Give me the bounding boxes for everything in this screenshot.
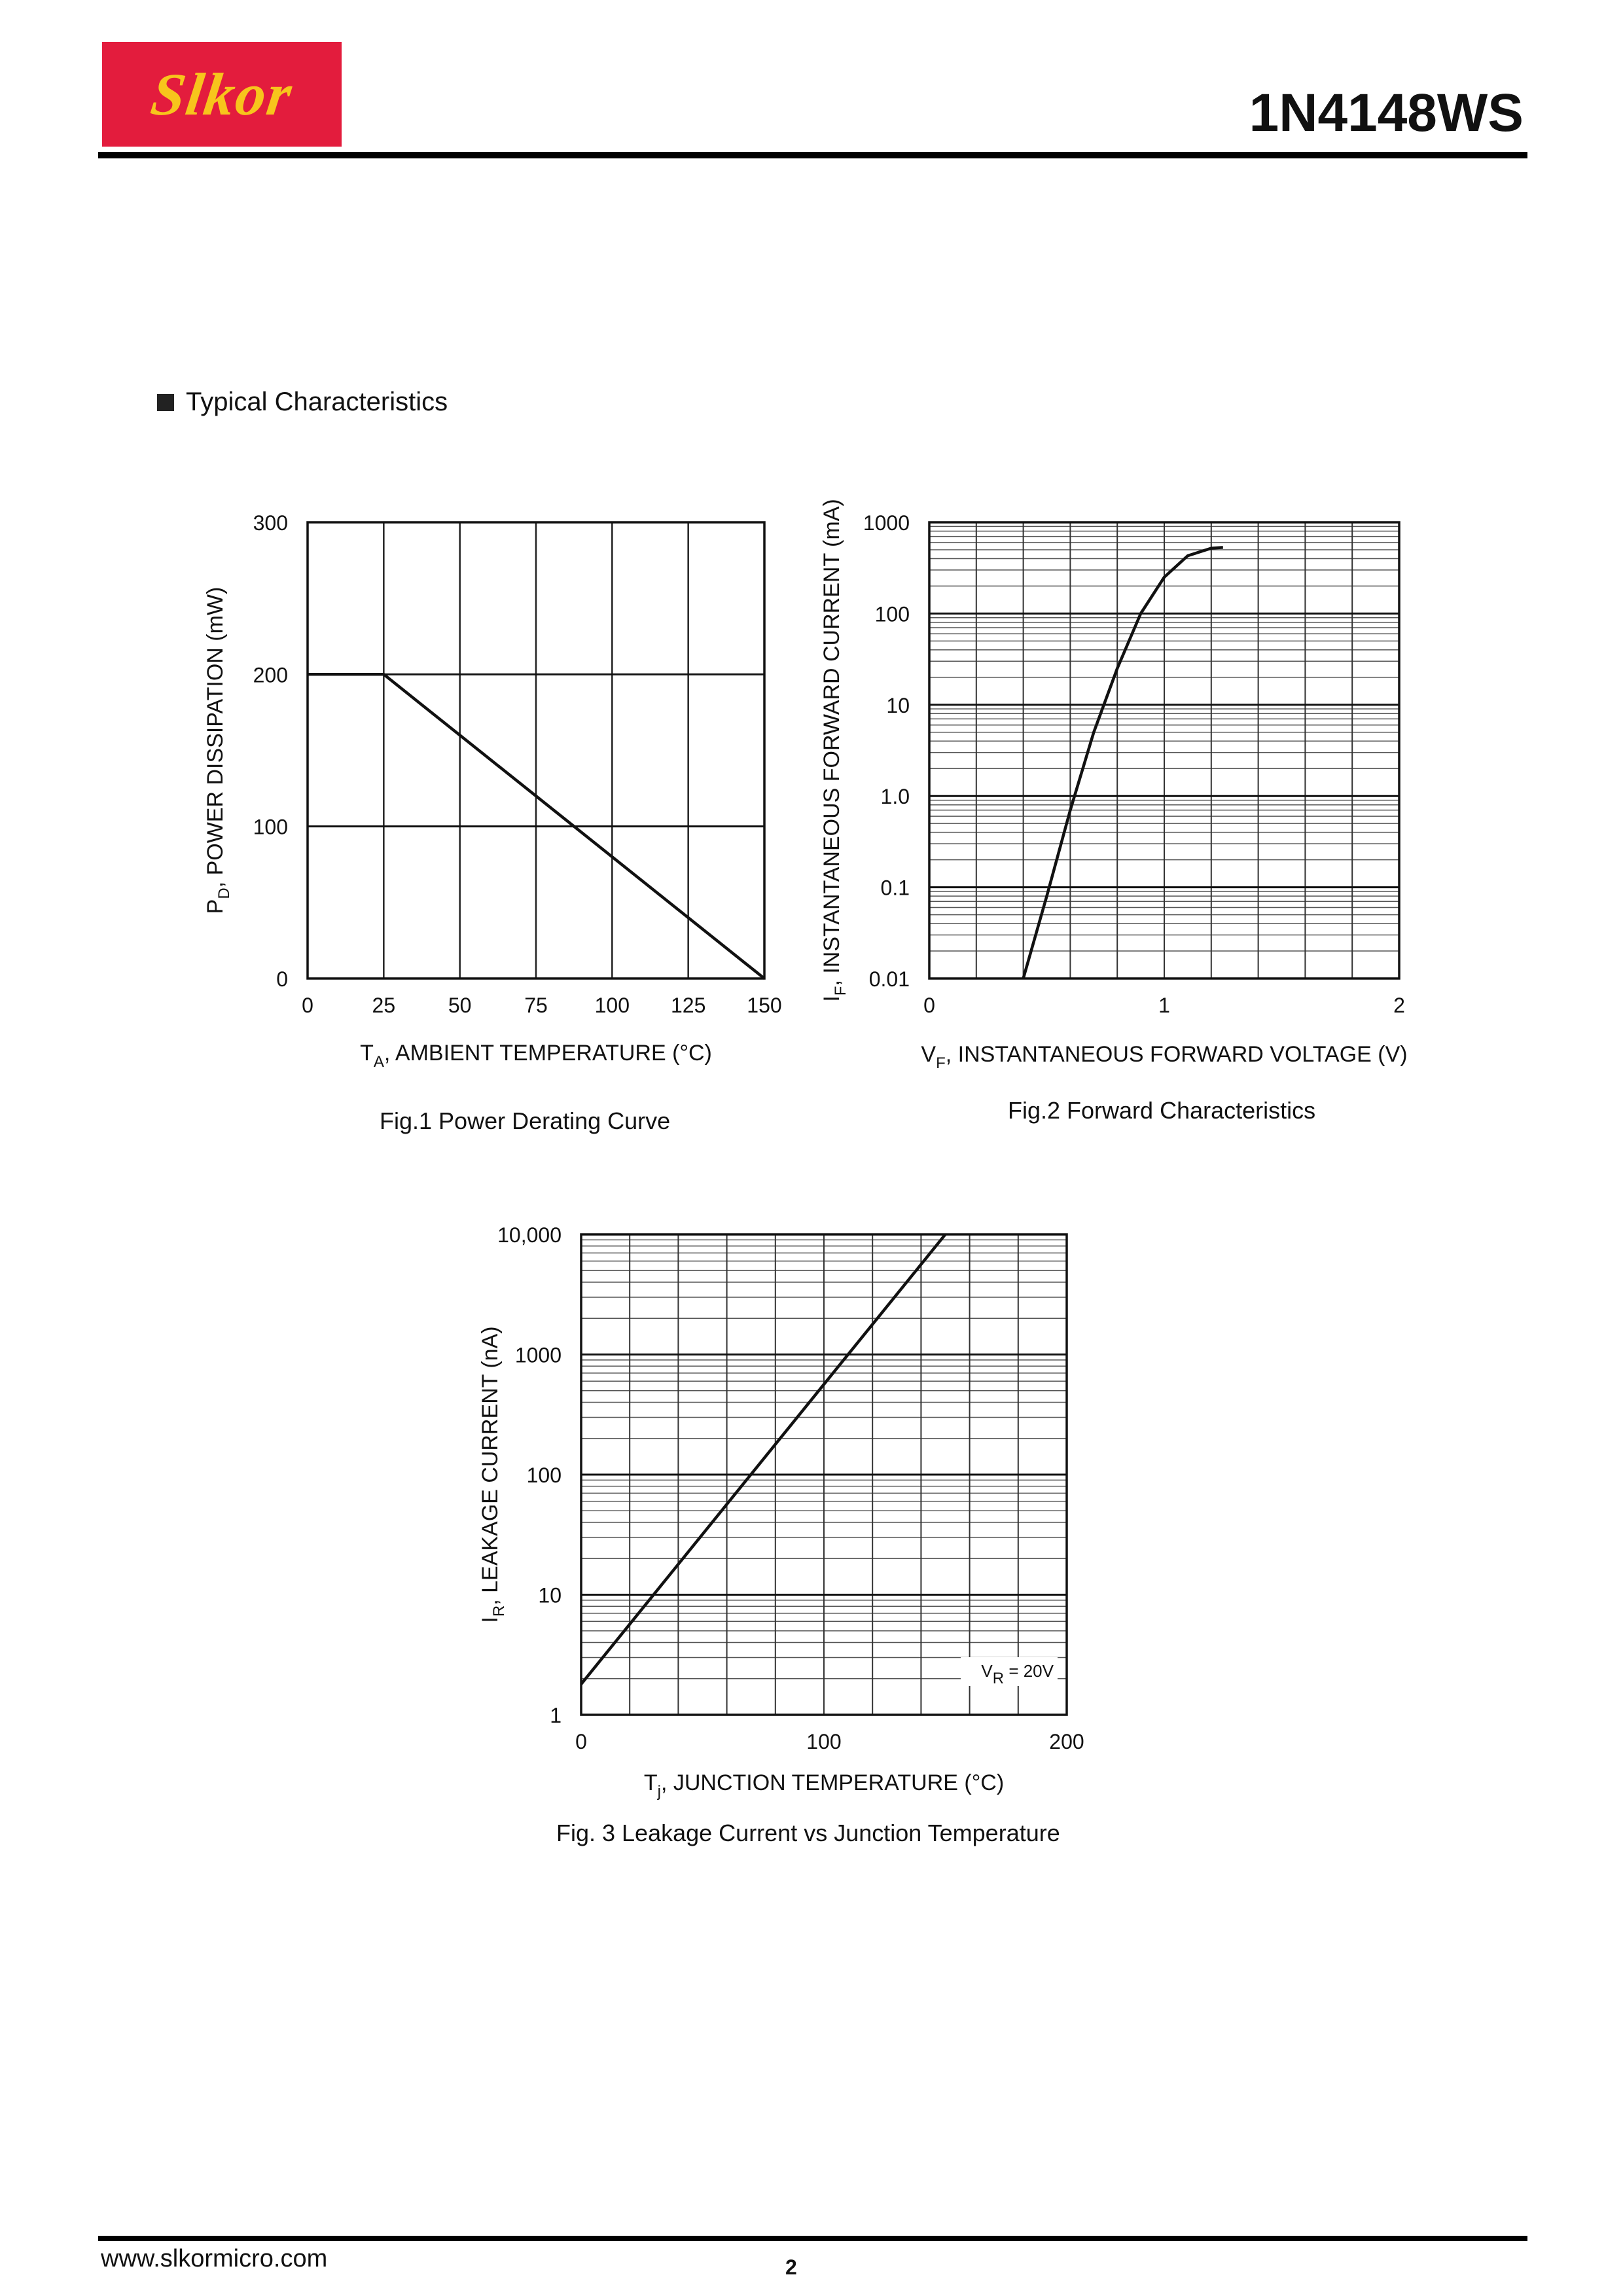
logo-text: Slkor [147,61,297,128]
fig3-caption: Fig. 3 Leakage Current vs Junction Temperature [556,1820,1060,1846]
fig2-caption: Fig.2 Forward Characteristics [1008,1097,1316,1124]
y-axis-title: $I_R$, LEAKAGE CURRENT (nA) [478,1326,508,1623]
y-tick-label: 10 [538,1583,562,1607]
page-number: 2 [785,2255,797,2279]
annotation-vr: VR = 20V [981,1661,1054,1687]
y-tick-label: 100 [253,815,288,839]
y-tick-label: 1000 [863,511,910,535]
chart-3 [478,1223,1084,1801]
y-tick-label: 200 [253,663,288,687]
x-tick-label: 25 [372,994,396,1017]
y-axis-title: $P_D$, POWER DISSIPATION (mW) [203,586,233,914]
part-number: 1N4148WS [1249,83,1524,143]
y-tick-label: 300 [253,511,288,535]
x-tick-label: 125 [670,994,706,1017]
y-tick-label: 1000 [514,1343,562,1367]
y-tick-label: 1.0 [880,785,910,809]
section-title: Typical Characteristics [186,387,448,416]
y-tick-label: 0.01 [868,967,910,991]
x-tick-label: 200 [1049,1730,1084,1753]
footer-rule [98,2236,1527,2241]
x-tick-label: 0 [302,994,313,1017]
series-line [1024,547,1223,978]
x-axis-title: $T_j$, JUNCTION TEMPERATURE (°C) [643,1770,1005,1801]
x-tick-label: 150 [747,994,782,1017]
y-tick-label: 100 [874,602,910,626]
y-axis-title: $I_F$, INSTANTANEOUS FORWARD CURRENT (mA) [819,499,849,1002]
y-tick-label: 0 [276,967,288,991]
x-tick-label: 75 [524,994,548,1017]
y-tick-label: 0.1 [880,876,910,900]
y-tick-label: 10,000 [497,1223,562,1247]
x-axis-title: $T_A$, AMBIENT TEMPERATURE (°C) [360,1041,712,1071]
footer-url: www.slkormicro.com [101,2245,328,2272]
x-tick-label: 0 [575,1730,587,1753]
y-tick-label: 10 [886,693,910,717]
y-tick-label: 100 [526,1463,562,1487]
y-tick-label: 1 [550,1704,562,1727]
x-tick-label: 2 [1393,994,1405,1017]
x-tick-label: 0 [923,994,935,1017]
x-tick-label: 1 [1158,994,1170,1017]
x-tick-label: 100 [594,994,630,1017]
fig1-caption: Fig.1 Power Derating Curve [380,1107,671,1134]
chart-1 [203,511,782,1071]
chart-2 [819,499,1408,1072]
series-line [581,1234,946,1684]
x-tick-label: 100 [806,1730,842,1753]
x-tick-label: 50 [448,994,472,1017]
x-axis-title: $V_F$, INSTANTANEOUS FORWARD VOLTAGE (V) [921,1042,1408,1072]
